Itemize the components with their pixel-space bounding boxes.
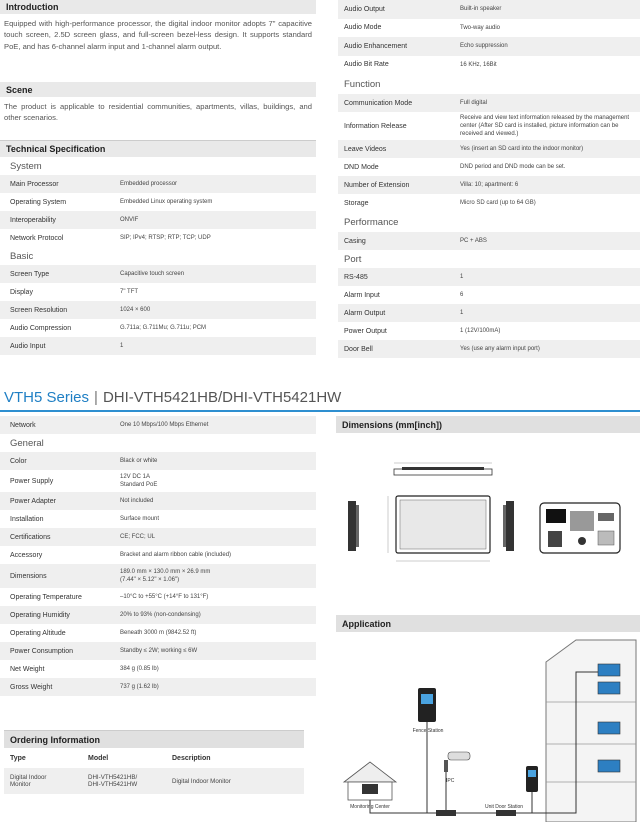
spec-value: SIP; IPv4; RTSP; RTP; TCP; UDP <box>120 235 211 241</box>
spec-row <box>0 588 316 606</box>
spec-row <box>338 94 640 112</box>
series-name: VTH5 Series <box>4 388 90 406</box>
unit-door-station-label: Unit Door Station <box>484 804 524 810</box>
product-banner <box>0 384 640 412</box>
spec-row <box>0 337 316 355</box>
spec-key: Communication Mode <box>344 99 413 107</box>
general-subheading: General <box>10 437 44 449</box>
spec-value: Villa: 10; apartment: 6 <box>460 182 519 188</box>
spec-key: Screen Resolution <box>10 306 68 314</box>
spec-row <box>0 492 316 510</box>
technical-spec-heading: Technical Specification <box>0 140 316 157</box>
spec-key: Main Processor <box>10 180 59 188</box>
spec-value: Not included <box>120 498 154 504</box>
spec-row <box>0 319 316 337</box>
spec-key: Casing <box>344 237 366 245</box>
spec-key: Power Supply <box>10 477 54 485</box>
fence-station-icon <box>418 688 436 722</box>
spec-row <box>338 112 640 140</box>
unit-door-station-icon <box>526 766 538 792</box>
spec-key: DND Mode <box>344 163 379 171</box>
spec-value: 16 KHz, 16Bit <box>460 61 497 68</box>
spec-row <box>338 232 640 250</box>
spec-value: PC + ABS <box>460 238 487 244</box>
spec-row <box>0 624 316 642</box>
ordering-type-header: Type <box>10 754 26 762</box>
spec-row <box>0 175 316 193</box>
audio-spec-table <box>338 0 640 74</box>
spec-row <box>338 158 640 176</box>
spec-value: Embedded Linux operating system <box>120 199 213 205</box>
ordering-description-header: Description <box>172 754 211 762</box>
spec-key: Installation <box>10 515 44 523</box>
spec-row <box>0 265 316 283</box>
spec-value: 12V DC 1A Standard PoE <box>120 474 158 488</box>
spec-value: 6 <box>460 292 464 298</box>
basic-subheading: Basic <box>10 250 34 262</box>
spec-row <box>0 606 316 624</box>
spec-row <box>0 283 316 301</box>
ordering-description-cell: Digital Indoor Monitor <box>172 777 231 785</box>
spec-key: Power Output <box>344 327 387 335</box>
spec-key: Audio Output <box>344 5 385 13</box>
spec-row <box>0 678 316 696</box>
system-spec-table <box>0 175 316 247</box>
spec-value: 1 (12V/100mA) <box>460 328 501 334</box>
spec-row <box>0 470 316 492</box>
spec-key: Color <box>10 457 27 465</box>
spec-value: Yes (use any alarm input port) <box>460 346 540 352</box>
spec-value: Two-way audio <box>460 24 501 31</box>
port-spec-table <box>338 268 640 358</box>
spec-row <box>338 56 640 75</box>
application-heading: Application <box>336 615 640 632</box>
spec-value: 189.0 mm × 130.0 mm × 26.9 mm (7.44" × 5.12" × 1.06") <box>120 569 211 583</box>
spec-key: Certifications <box>10 533 51 541</box>
spec-key: Operating Humidity <box>10 611 70 619</box>
left-bottom-column <box>0 416 316 696</box>
spec-value: DND period and DND mode can be set. <box>460 164 566 170</box>
right-side-view-outline <box>503 501 514 551</box>
spec-row <box>338 322 640 340</box>
spec-row <box>338 268 640 286</box>
spec-value: Yes (insert an SD card into the indoor monitor) <box>460 146 584 152</box>
right-bottom-column <box>336 416 640 822</box>
ordering-model-cell: DHI-VTH5421HB/ DHI-VTH5421HW <box>88 774 138 788</box>
spec-row <box>338 176 640 194</box>
spec-key: Storage <box>344 199 369 207</box>
ordering-heading: Ordering Information <box>4 730 304 748</box>
spec-row <box>0 193 316 211</box>
spec-key: Alarm Input <box>344 291 380 299</box>
spec-row <box>338 194 640 212</box>
spec-value: 384 g (0.85 lb) <box>120 666 159 672</box>
introduction-heading: Introduction <box>0 0 316 14</box>
spec-key: Alarm Output <box>344 309 386 317</box>
spec-row <box>0 564 316 588</box>
spec-row <box>338 19 640 38</box>
spec-key: Gross Weight <box>10 683 53 691</box>
function-subheading: Function <box>344 78 381 90</box>
left-top-column <box>0 0 316 355</box>
basic-spec-table <box>0 265 316 355</box>
model-name: DHI-VTH5421HB/DHI-VTH5421HW <box>102 388 342 406</box>
spec-row <box>0 452 316 470</box>
spec-value: CE; FCC; UL <box>120 534 156 540</box>
spec-value: 7" TFT <box>120 289 139 295</box>
spec-key: Network <box>10 421 36 429</box>
dimensions-drawing <box>336 433 640 593</box>
monitoring-center-label: Monitoring Center <box>350 804 390 810</box>
spec-key: Number of Extension <box>344 181 410 189</box>
spec-key: Audio Bit Rate <box>344 61 389 69</box>
top-view-outline <box>394 463 492 475</box>
introduction-text: Equipped with high-performance processor, the digital indoor monitor adopts 7" capacitive touch screen, 2.5D screen glass, and full-screen bezel-less design. It supports standard PoE, and has 6-channel alarm input and 1-channel alarm output. <box>4 19 312 51</box>
performance-spec-table <box>338 232 640 250</box>
ordering-header-row <box>4 748 304 768</box>
function-spec-table <box>338 94 640 212</box>
ordering-information <box>4 730 304 794</box>
scene-heading: Scene <box>0 82 316 97</box>
spec-key: Audio Compression <box>10 324 72 332</box>
spec-key: Audio Mode <box>344 24 382 32</box>
spec-row <box>0 510 316 528</box>
left-side-view-outline <box>348 501 359 551</box>
spec-key: Accessory <box>10 551 43 559</box>
spec-key: Audio Input <box>10 342 46 350</box>
spec-value: Micro SD card (up to 64 GB) <box>460 200 536 206</box>
monitoring-center-icon <box>344 762 396 800</box>
dimensions-heading: Dimensions (mm[inch]) <box>336 416 640 433</box>
system-subheading: System <box>10 160 42 172</box>
port-subheading: Port <box>344 253 362 265</box>
fence-station-label: Fence Station <box>412 728 444 734</box>
spec-key: Power Adapter <box>10 497 56 505</box>
spec-value: Receive and view text information released by the management center (After SD card is installed, picture information can be received and viewed.) <box>460 115 630 137</box>
back-view-outline <box>540 503 620 553</box>
spec-value: 1 <box>120 343 124 349</box>
spec-row <box>338 140 640 158</box>
banner-separator: | <box>94 388 98 406</box>
ordering-model-header: Model <box>88 754 109 762</box>
spec-value: 1024 × 600 <box>120 307 151 313</box>
spec-row <box>0 642 316 660</box>
spec-value: Black or white <box>120 458 158 464</box>
spec-key: Net Weight <box>10 665 45 673</box>
ordering-type-cell: Digital Indoor Monitor <box>10 774 47 788</box>
spec-key: Door Bell <box>344 345 373 353</box>
application-diagram <box>336 632 640 822</box>
spec-value: Echo suppression <box>460 43 508 50</box>
spec-row <box>0 229 316 247</box>
spec-value: Full digital <box>460 100 488 106</box>
spec-key: Operating System <box>10 198 67 206</box>
spec-key: Operating Altitude <box>10 629 66 637</box>
spec-key: Screen Type <box>10 270 50 278</box>
network-spec-table <box>0 416 316 434</box>
spec-row <box>338 286 640 304</box>
spec-row <box>0 416 316 434</box>
spec-value: 1 <box>460 310 464 316</box>
spec-value: –10°C to +55°C (+14°F to 131°F) <box>120 594 209 600</box>
spec-key: Interoperability <box>10 216 56 224</box>
spec-row <box>338 0 640 19</box>
spec-row <box>338 37 640 56</box>
right-top-column <box>338 0 640 358</box>
spec-row <box>338 304 640 322</box>
spec-key: Dimensions <box>10 572 47 580</box>
ip-camera-icon <box>444 752 470 772</box>
spec-value: 20% to 93% (non-condensing) <box>120 612 201 618</box>
spec-key: Display <box>10 288 33 296</box>
spec-value: Bracket and alarm ribbon cable (included) <box>120 552 232 558</box>
ipc-label: IPC <box>446 778 455 784</box>
spec-value: Capacitive touch screen <box>120 271 185 277</box>
spec-row <box>0 546 316 564</box>
spec-value: 1 <box>460 274 464 280</box>
spec-row <box>338 340 640 358</box>
spec-row <box>0 211 316 229</box>
spec-row <box>0 528 316 546</box>
spec-key: Network Protocol <box>10 234 64 242</box>
spec-value: G.711a; G.711Mu; G.711u; PCM <box>120 325 207 331</box>
spec-key: Information Release <box>344 122 407 130</box>
general-spec-table <box>0 452 316 696</box>
scene-text: The product is applicable to residential communities, apartments, villas, buildings, and other scenarios. <box>4 102 312 123</box>
spec-row <box>0 660 316 678</box>
spec-key: Leave Videos <box>344 145 387 153</box>
spec-value: 737 g (1.62 lb) <box>120 684 159 690</box>
spec-value: Standby ≤ 2W; working ≤ 6W <box>120 648 198 654</box>
spec-key: Audio Enhancement <box>344 42 408 50</box>
ordering-row <box>4 768 304 794</box>
front-view-outline <box>388 496 490 561</box>
spec-key: RS-485 <box>344 273 368 281</box>
spec-value: ONVIF <box>120 217 139 223</box>
spec-value: Beneath 3000 m (9842.52 ft) <box>120 630 197 636</box>
spec-value: Built-in speaker <box>460 6 502 13</box>
building-illustration <box>546 640 636 822</box>
spec-key: Operating Temperature <box>10 593 82 601</box>
spec-value: Surface mount <box>120 516 160 522</box>
spec-value: One 10 Mbps/100 Mbps Ethernet <box>120 422 209 428</box>
spec-key: Power Consumption <box>10 647 74 655</box>
performance-subheading: Performance <box>344 216 399 228</box>
spec-row <box>0 301 316 319</box>
spec-value: Embedded processor <box>120 181 178 187</box>
